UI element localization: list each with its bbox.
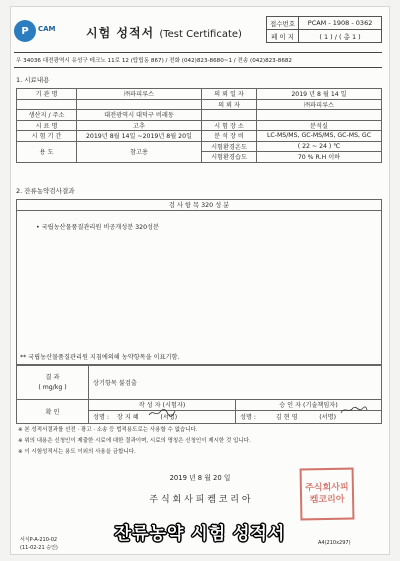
- value-org: ㈜파피루스: [77, 89, 202, 100]
- result-value: 상기항목 불검출: [89, 366, 382, 400]
- label-purpose: 용 도: [17, 141, 77, 162]
- table-row: [17, 366, 382, 400]
- table-row: [17, 120, 382, 131]
- table-row: [17, 89, 382, 100]
- title-english: (Test Certificate): [159, 29, 242, 40]
- value-request-date: 2019 년 8 월 14 일: [257, 89, 382, 100]
- table-row: [17, 400, 382, 411]
- table-row: [17, 99, 382, 110]
- result-label: 결 과: [45, 373, 60, 381]
- label-test-place: 시 험 장 소: [202, 120, 257, 131]
- label-temperature: 시험환경온도: [202, 141, 257, 152]
- value-humidity: 70 % R.H 이하: [257, 152, 382, 163]
- receipt-info-table: [266, 16, 382, 43]
- address-line: 우 34036 대전광역시 유성구 테크노 11로 12 (탑립동 867) / 전화 (042)823-8680~1 / 전송 (042)823-8682: [14, 52, 382, 68]
- value-purpose: 참고용: [77, 141, 202, 162]
- note-sample: ※ 위의 내용은 신청인이 제출한 시료에 대한 결과이며, 시료의 명칭은 신청인이 제시한 것 입니다.: [18, 438, 251, 444]
- result-table: [16, 365, 382, 424]
- label-request-date: 의 뢰 일 자: [202, 89, 257, 100]
- writer-name: 장 지 혜: [116, 414, 139, 421]
- table-row: [17, 131, 382, 142]
- value-requester: ㈜파피루스: [257, 99, 382, 110]
- page-label: 페 이 지: [267, 30, 299, 43]
- logo-mark: P: [14, 20, 36, 42]
- note-line: ** 국립농산물품질관리원 지침에의해 농약항목을 이표기함.: [20, 354, 180, 361]
- label-humidity: 시험환경습도: [202, 152, 257, 163]
- writer-signature: [148, 408, 172, 416]
- table-row: [17, 141, 382, 152]
- label-equipment: 분 석 장 비: [202, 131, 257, 142]
- receipt-number-label: 접수번호: [267, 17, 299, 30]
- company-seal-stamp: 주식회사피켐코리아: [300, 468, 355, 521]
- label-sample: 시 료 명: [17, 120, 77, 131]
- approver-label: 성명 :: [240, 414, 257, 421]
- form-number: 서식P-A-210-02: [20, 537, 58, 543]
- value-test-period: 2019년 8월 14일 ~2019년 8월 20일: [77, 131, 202, 142]
- confirm-label: 확 인: [17, 400, 89, 424]
- result-unit: ( mg/kg ): [38, 383, 67, 391]
- page-value: ( 1 ) / ( 총 1 ): [299, 30, 382, 43]
- note-legal: ※ 본 성적서결과를 선전 · 광고 · 소송 등 법적용도로는 사용할 수 없습니다.: [18, 427, 198, 433]
- writer-heading: 작 성 자 (시험자): [89, 400, 236, 411]
- result-label-cell: [17, 366, 89, 400]
- issue-date: 2019 년 8 월 20 일: [169, 474, 231, 482]
- label-org: 기 관 명: [17, 89, 77, 100]
- section1-heading: 1. 시료내용: [16, 76, 50, 84]
- note-usage: ※ 이 시험성적서는 용도 이외의 사용을 금합니다.: [18, 449, 136, 455]
- value-origin: 대전광역시 대덕구 비래동: [77, 110, 202, 121]
- paper-size: A4(210x297): [318, 540, 351, 546]
- test-items-header: 검 사 항 목 320 성 분: [17, 200, 381, 211]
- label-origin: 생산지 / 주소: [17, 110, 77, 121]
- receipt-number-value: PCAM - 1908 - 0362: [299, 17, 382, 30]
- approver-signature: [340, 404, 364, 412]
- form-date: (11-02-21 승인): [20, 545, 58, 551]
- title-korean: 시험 성적서: [86, 26, 155, 40]
- label-requester: 의 뢰 자: [202, 99, 257, 110]
- company-logo: [14, 18, 80, 44]
- writer-label: 성명 :: [93, 414, 110, 421]
- value-equipment: LC-MS/MS, GC-MS/MS, GC-MS, GC: [257, 131, 382, 142]
- value-test-place: 분석실: [257, 120, 382, 131]
- approver-name: 김 현 영: [275, 414, 298, 421]
- label-test-period: 시 험 기 간: [17, 131, 77, 142]
- company-name: 주 식 회 사 피 켐 코 리 아: [149, 495, 251, 505]
- section2-heading: 2. 잔류농약검사결과: [16, 187, 75, 195]
- test-item-line: • 국립농산물품질관리원 비공개성분 320성분: [36, 224, 159, 231]
- writer-sign-suffix: (서명): [160, 414, 178, 421]
- approver-heading: 승 인 자 (기술책임자): [236, 400, 382, 411]
- overlay-caption: 잔류농약 시험 성적서: [114, 524, 286, 544]
- table-row: [17, 110, 382, 121]
- approver-sign-suffix: (서명): [319, 414, 336, 421]
- sample-info-table: [16, 88, 382, 163]
- value-sample: 고추: [77, 120, 202, 131]
- logo-text: CAM: [38, 25, 56, 33]
- value-temperature: ( 22 ~ 24 ) ℃: [257, 141, 382, 152]
- document-title: [86, 24, 242, 41]
